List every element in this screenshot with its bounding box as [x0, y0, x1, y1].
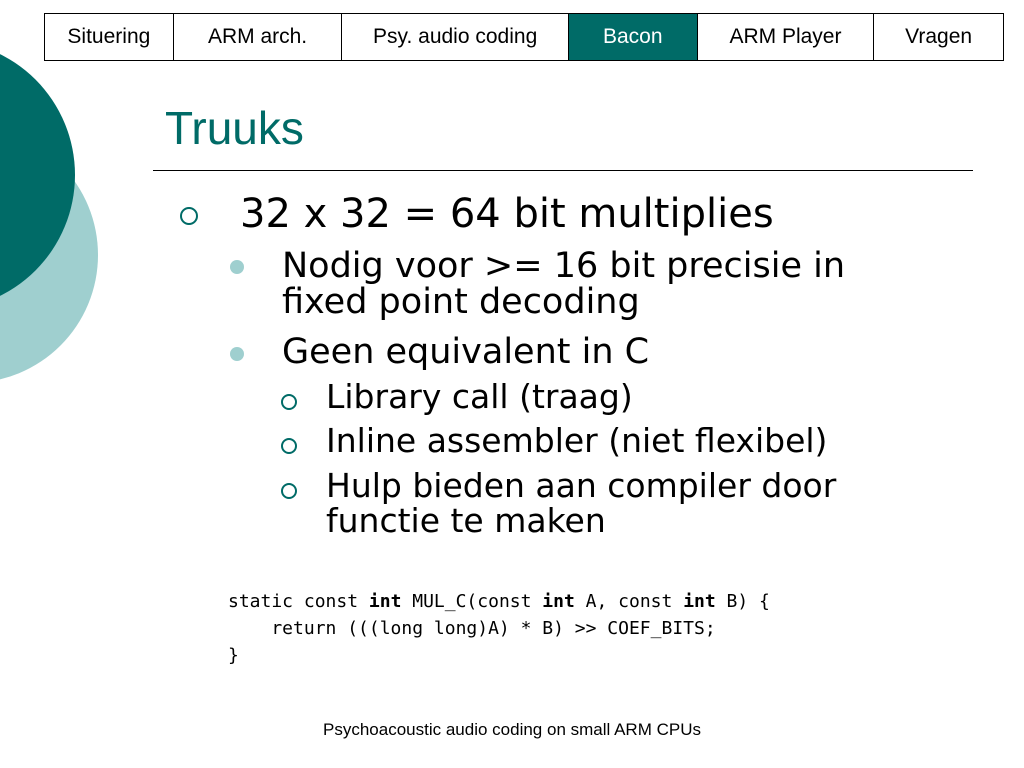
- slide-footer: Psychoacoustic audio coding on small ARM CPUs: [323, 720, 701, 739]
- tab-situering[interactable]: Situering: [45, 14, 174, 60]
- code-text: A, const: [574, 591, 684, 612]
- hollow-bullet-icon: [281, 438, 297, 454]
- tab-arm-arch[interactable]: ARM arch.: [174, 14, 343, 60]
- bullet-level2-line: Nodig voor >= 16 bit precisie in: [282, 246, 846, 286]
- code-text: static const: [228, 591, 369, 612]
- code-text: B) {: [715, 591, 770, 612]
- tab-psy-audio-coding[interactable]: Psy. audio coding: [342, 14, 569, 60]
- slide-title: Truuks: [165, 102, 304, 154]
- code-text: MUL_C(const: [401, 591, 543, 612]
- dot-bullet-icon: [230, 347, 244, 361]
- bullet-level2-line: Geen equivalent in C: [282, 332, 650, 372]
- tab-vragen[interactable]: Vragen: [905, 25, 973, 48]
- bullet-level3-line: Hulp bieden aan compiler door: [326, 466, 837, 505]
- code-line: return (((long long)A) * B) >> COEF_BITS;: [228, 618, 716, 639]
- bullet-level2-line: fixed point decoding: [282, 282, 640, 322]
- dot-bullet-icon: [230, 260, 244, 274]
- code-keyword: int: [542, 591, 575, 612]
- bullet-level3-line: Library call (traag): [326, 377, 633, 416]
- code-block: [228, 588, 770, 669]
- bullet-level1: 32 x 32 = 64 bit multiplies: [240, 191, 774, 237]
- tab-arm-player[interactable]: ARM Player: [698, 14, 875, 60]
- hollow-bullet-icon: [281, 483, 297, 499]
- code-keyword: int: [368, 591, 402, 612]
- bullet-level3-line: functie te maken: [326, 501, 606, 540]
- hollow-bullet-icon: [281, 394, 297, 410]
- hollow-bullet-icon: [180, 207, 198, 225]
- code-keyword: int: [683, 591, 716, 612]
- tab-bacon[interactable]: Bacon: [569, 14, 698, 60]
- bullet-level3-line: Inline assembler (niet flexibel): [326, 421, 828, 460]
- code-line: }: [228, 645, 239, 666]
